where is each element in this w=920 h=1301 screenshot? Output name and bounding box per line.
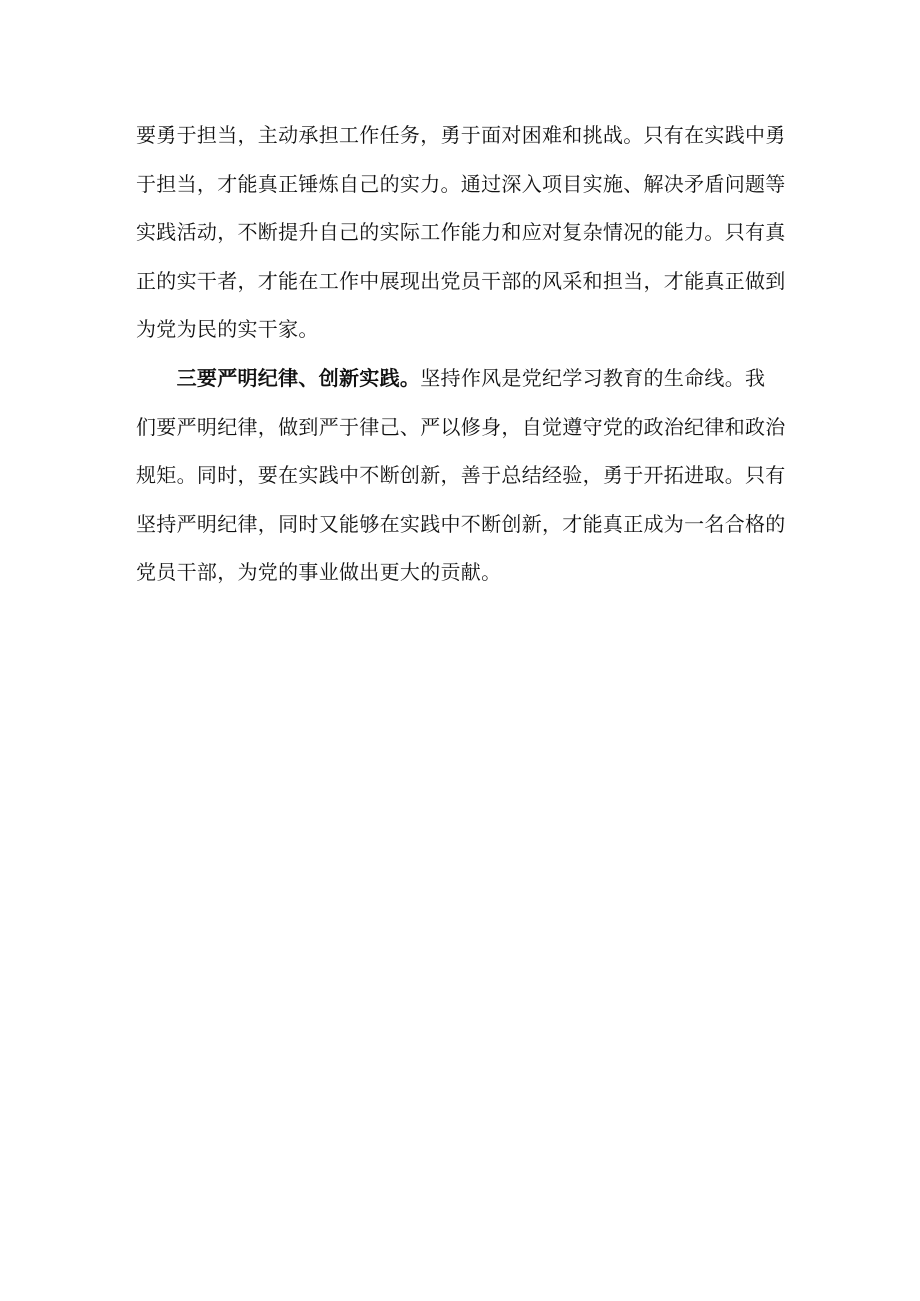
paragraph-1-line-3: 实践活动，不断提升自己的实际工作能力和应对复杂情况的能力。只有真 — [136, 220, 786, 245]
paragraph-2 — [136, 354, 784, 597]
paragraph-2-line-5: 党员干部，为党的事业做出更大的贡献。 — [136, 560, 502, 585]
paragraph-1-line-5: 为党为民的实干家。 — [136, 317, 319, 342]
paragraph-1 — [136, 111, 784, 354]
paragraph-2-lead-heading: 三要严明纪律、创新实践。 — [176, 365, 421, 390]
paragraph-1-line-1: 要勇于担当，主动承担工作任务，勇于面对困难和挑战。只有在实践中勇 — [136, 123, 786, 147]
document-body — [136, 111, 784, 597]
paragraph-2-line-1-rest: 坚持作风是党纪学习教育的生命线。我 — [420, 365, 766, 390]
paragraph-2-line-3: 规矩。同时，要在实践中不断创新，善于总结经验，勇于开拓进取。只有 — [136, 463, 786, 488]
paragraph-2-line-4: 坚持严明纪律，同时又能够在实践中不断创新，才能真正成为一名合格的 — [136, 511, 786, 536]
paragraph-1-line-2: 于担当，才能真正锤炼自己的实力。通过深入项目实施、解决矛盾问题等 — [136, 171, 786, 196]
paragraph-2-line-2: 们要严明纪律，做到严于律己、严以修身，自觉遵守党的政治纪律和政治 — [136, 414, 786, 439]
paragraph-1-line-4: 正的实干者，才能在工作中展现出党员干部的风采和担当，才能真正做到 — [136, 268, 786, 293]
paragraph-2-line-1 — [136, 354, 784, 403]
